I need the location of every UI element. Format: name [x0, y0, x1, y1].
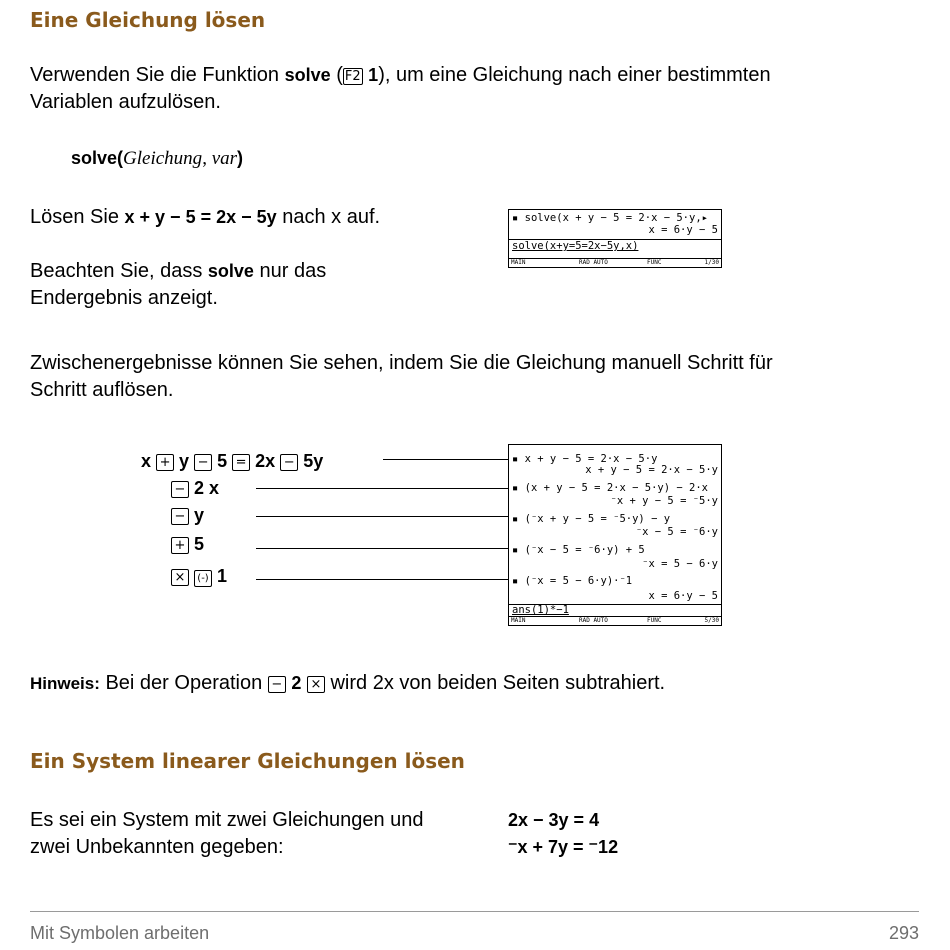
calculator-screen-steps	[508, 444, 722, 626]
step-text: 2x	[255, 451, 276, 471]
history-line: ▪ (x + y − 5 = 2·x − 5·y) − 2·x	[512, 482, 708, 494]
steps-intro-line: Schritt auflösen.	[30, 379, 174, 401]
minus-key-icon: −	[171, 508, 189, 525]
history-line: ▪ solve(x + y − 5 = 2·x − 5·y,▸	[512, 212, 708, 224]
note-line2: Endergebnis anzeigt.	[30, 287, 218, 309]
status-graph: FUNC	[647, 617, 662, 624]
syntax-line	[71, 148, 243, 170]
history-result: x = 6·y − 5	[648, 590, 718, 602]
multiply-key-icon: ×	[307, 676, 325, 693]
intro-text: ), um eine Gleichung nach einer bestimmten	[378, 64, 771, 86]
system-intro-line: Es sei ein System mit zwei Gleichungen und	[30, 809, 424, 831]
menu-number: 1	[368, 65, 379, 85]
history-line: ▪ (⁻x = 5 − 6·y)·⁻1	[512, 575, 633, 587]
solve-command: solve	[284, 65, 331, 85]
entry-line: solve(x+y=5=2x−5y,x)	[512, 240, 639, 252]
steps-intro-line: Zwischenergebnisse können Sie sehen, indem Sie die Gleichung manuell Schritt für	[30, 352, 773, 374]
history-line: ▪ x + y − 5 = 2·x − 5·y	[512, 453, 658, 465]
step-text: 5	[194, 534, 205, 554]
section-heading: Ein System linearer Gleichungen lösen	[30, 749, 465, 773]
step-text: 5y	[303, 451, 324, 471]
step-2	[171, 478, 219, 499]
history-result: x + y − 5 = 2·x − 5·y	[585, 464, 718, 476]
hint-number: 2	[291, 673, 302, 693]
intro-text: (	[330, 64, 343, 86]
syntax-comma: ,	[202, 148, 212, 169]
syntax-close: )	[237, 148, 244, 168]
plus-key-icon: +	[156, 454, 174, 471]
section-heading: Eine Gleichung lösen	[30, 8, 266, 32]
status-angle: RAD AUTO	[579, 259, 608, 266]
note-prefix: Beachten Sie, dass	[30, 260, 208, 282]
f2-key-icon: F2	[344, 69, 361, 84]
intro-text: Verwenden Sie die Funktion	[30, 64, 285, 86]
minus-key-icon: −	[280, 454, 298, 471]
connector-line	[256, 548, 509, 549]
syntax-arg: Gleichung	[123, 148, 203, 169]
history-result: ⁻x = 5 − 6·y	[642, 558, 718, 570]
steps-intro	[30, 350, 773, 404]
equation-1: 2x − 3y = 4	[508, 810, 600, 830]
equals-key-icon: =	[232, 454, 250, 471]
status-bar	[509, 616, 721, 625]
equation-2: ⁻x + 7y = ⁻12	[508, 837, 619, 857]
hint-text: wird 2x von beiden Seiten subtrahiert.	[324, 672, 666, 694]
hint-text: Bei der Operation	[99, 672, 268, 694]
connector-line	[256, 488, 509, 489]
step-text: y	[194, 505, 205, 525]
step-text: 5	[217, 451, 228, 471]
status-bar	[509, 258, 721, 267]
connector-line	[256, 516, 509, 517]
plus-key-icon: +	[171, 537, 189, 554]
note-suffix: nur das	[253, 260, 327, 282]
status-count: 1/30	[704, 259, 719, 266]
status-graph: FUNC	[647, 259, 662, 266]
task-text	[30, 204, 380, 231]
intro-text: Variablen aufzulösen.	[30, 91, 221, 113]
step-text: 1	[217, 566, 228, 586]
status-mode: MAIN	[511, 259, 526, 266]
task-prefix: Lösen Sie	[30, 206, 125, 228]
hint-label: Hinweis:	[30, 674, 100, 693]
system-intro	[30, 807, 424, 861]
step-text: y	[179, 451, 190, 471]
step-3	[171, 505, 204, 526]
entry-line: ans(1)*−1	[512, 604, 569, 616]
footer-divider	[30, 911, 919, 912]
syntax-function: solve(	[71, 148, 124, 168]
hint-paragraph	[30, 670, 665, 697]
step-4	[171, 534, 204, 555]
status-angle: RAD AUTO	[579, 617, 608, 624]
history-line: ▪ (⁻x − 5 = ⁻6·y) + 5	[512, 544, 645, 556]
task-equation: x + y − 5 = 2x − 5y	[124, 207, 277, 227]
multiply-key-icon: ×	[171, 569, 189, 586]
history-result: ⁻x − 5 = ⁻6·y	[635, 526, 718, 538]
minus-key-icon: −	[268, 676, 286, 693]
connector-line	[383, 459, 509, 460]
footer-chapter: Mit Symbolen arbeiten	[30, 923, 210, 943]
solve-command: solve	[207, 261, 254, 281]
step-text: x	[141, 451, 152, 471]
note-text	[30, 258, 326, 312]
history-result: x = 6·y − 5	[648, 224, 718, 236]
connector-line	[256, 579, 509, 580]
history-result: ⁻x + y − 5 = ⁻5·y	[610, 495, 718, 507]
minus-key-icon: −	[194, 454, 212, 471]
page-number: 293	[888, 923, 919, 943]
step-text: 2 x	[194, 478, 220, 498]
system-intro-line: zwei Unbekannten gegeben:	[30, 836, 284, 858]
step-1	[141, 451, 323, 472]
status-mode: MAIN	[511, 617, 526, 624]
syntax-arg: var	[211, 148, 238, 169]
calculator-screen	[508, 209, 722, 268]
intro-paragraph	[30, 62, 771, 116]
status-count: 5/30	[704, 617, 719, 624]
task-suffix: nach x auf.	[276, 206, 381, 228]
history-line: ▪ (⁻x + y − 5 = ⁻5·y) − y	[512, 513, 671, 525]
step-5	[171, 566, 227, 587]
negate-key-icon: (-)	[194, 570, 212, 587]
minus-key-icon: −	[171, 481, 189, 498]
